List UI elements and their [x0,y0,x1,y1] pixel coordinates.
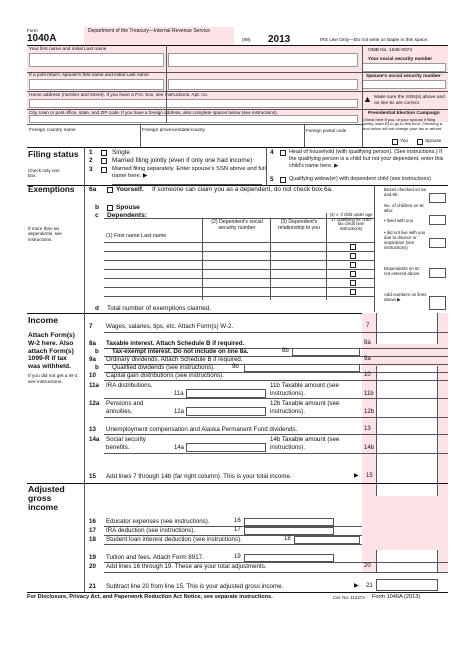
line-19-input[interactable] [244,554,334,562]
line-10-text: Capital gain distributions (see instructions). [106,372,224,379]
line-8b-ref: 8b [282,348,289,354]
line-6d-text: Total number of exemptions claimed. [107,305,212,312]
yourself-checkbox[interactable] [107,187,113,193]
line-18-num: 18 [89,536,96,543]
line-9a-text: Ordinary dividends. Attach Schedule B if required. [106,356,243,363]
line-9a-ref: 9a [364,356,371,362]
line-12b-ref: 12b [364,409,375,415]
footer-notice: For Disclosure, Privacy Act, and Paperwork Reduction Act Notice, see separate instructions. [27,594,273,600]
line-11b-ref: 11b [364,391,374,397]
line-11a-ref: 11a [174,391,184,397]
filing-married-joint-label: Married filing jointly (even if only one had income) [112,157,253,164]
line-11a-input[interactable] [186,389,266,398]
line-7-ref: 7 [366,323,370,329]
attach-w2-note: Attach Form(s) W-2 here. Also attach Form(s) 1099-R if tax was withheld. [28,332,75,371]
spouse-first-name-input[interactable] [29,79,164,90]
foreign-postal-label: Foreign postal code [306,128,347,133]
dep-col-credit-header: (4) ✔ if child under age 17 qualifying for child tax credit (see instructions) [329,212,373,231]
dep-credit-checkbox[interactable] [350,262,356,268]
no-w2-note: If you did not get a W-2, see instructions. [28,374,79,385]
line-19-ref: 19 [234,554,241,560]
line-8a-num: 8a [89,340,96,347]
filing-single-label: Single [112,149,130,156]
dependents-label: Dependents: [107,212,147,219]
spouse-ssn-input[interactable] [362,80,446,89]
first-name-label: Your first name and initial Last name [29,47,107,52]
filing-num-3: 3 [89,166,93,173]
line-10-ref: 10 [364,372,371,378]
foreign-country-label: Foreign country name [29,128,76,133]
city-input[interactable] [29,115,358,123]
line-17-num: 17 [89,527,96,534]
line-14a-num: 14a [89,436,100,443]
pec-spouse-checkbox[interactable] [417,139,423,145]
filing-status-title: Filing status [28,149,79,159]
did-not-live-label: • did not live with you due to divorce or separation (see instructions) [384,230,426,251]
line-21-text: Subtract line 20 from line 15. This is your adjusted gross income. [106,583,284,590]
line-12a-num: 12a [89,400,100,407]
line-12a-input[interactable] [186,407,266,416]
spouse-checkbox[interactable] [107,205,113,211]
line-9b-text: Qualified dividends (see instructions). [112,364,215,371]
line-17-ref: 17 [234,527,241,533]
line-6d-num: d [95,305,99,312]
line-18-text: Student loan interest deduction (see instructions). [106,536,242,543]
line-21-input[interactable] [376,579,438,591]
line-15-num: 15 [89,473,96,480]
line-14a-input[interactable] [186,443,266,452]
line-8a-text: Taxable interest. Attach Schedule B if required. [106,340,245,347]
dep-credit-checkbox[interactable] [350,280,356,286]
boxes-checked-label: Boxes checked on 6a and 6b [384,187,426,198]
add-numbers-label: Add numbers on lines above ▶ [384,292,427,303]
line-8b-num: b [95,348,99,355]
line-14a-text: Social security benefits. [106,436,146,452]
form-number: 1040A [27,33,57,44]
pec-spouse-label: Spouse [425,139,442,144]
dep-credit-checkbox[interactable] [350,244,356,250]
line-18-ref: 18 [284,536,291,542]
line-16-text: Educator expenses (see instructions). [106,518,210,525]
line-6a-label: Yourself. [116,186,144,193]
line-11a-num: 11a [89,382,99,389]
line-9b-num: b [95,364,99,371]
dep-credit-checkbox[interactable] [350,271,356,277]
line-13-text: Unemployment compensation and Alaska Permanent Fund dividends. [106,426,298,433]
line-7-num: 7 [89,323,93,330]
last-name-input[interactable] [168,53,358,67]
head-of-household-checkbox[interactable] [280,150,286,156]
married-joint-checkbox[interactable] [101,158,107,164]
city-label: City, town or post office, state, and ZIP code. If you have a foreign address, also complete spaces below (see instructions). [29,110,278,115]
line-20-num: 20 [89,563,96,570]
line-8a-ref: 8a [364,340,371,346]
dep-credit-checkbox[interactable] [350,253,356,259]
filing-married-separate-label: Married filing separately. Enter spouse's SSN above and full name here. ▶ [112,166,266,180]
spouse-last-name-input[interactable] [168,79,358,90]
filing-num-2: 2 [89,157,93,164]
not-entered-count[interactable] [429,268,446,278]
line-6a-text: If someone can claim you as a dependent, do not check box 6a. [152,186,333,193]
children-count-label: No. of children on 6c who: [384,203,425,214]
filing-num-5: 5 [270,176,274,183]
line-21-ref: 21 [366,583,373,589]
your-ssn-input[interactable] [362,63,446,72]
tax-year: 2013 [268,34,291,45]
line-7-text: Wages, salaries, tips, etc. Attach Form(s) W-2. [106,323,234,330]
boxes-checked-count[interactable] [429,193,446,203]
form-label: Form [27,28,38,33]
line-12a-ref: 12a [174,409,185,415]
line-19-text: Tuition and fees. Attach Form 8917. [106,554,204,561]
line-11b-text: 11b Taxable amount (see instructions). [270,382,339,398]
line-11a-text: IRA distributions. [106,382,153,389]
arrow-up-icon: ▲ [363,94,372,104]
line-9a-num: 9a [89,356,96,363]
line-10-num: 10 [89,372,96,379]
line-12a-text: Pensions and annuities. [106,400,144,416]
line-14a-ref: 14a [174,445,185,451]
pec-you-label: You [400,139,409,144]
dep-col-ssn-header: (2) Dependent's social security number [211,219,263,231]
pec-you-checkbox[interactable] [392,139,398,145]
line-20-ref: 20 [364,563,371,569]
line-16-input[interactable] [244,518,334,526]
footer-form-label: Form 1040A (2013) [372,594,421,600]
dep-col-name-header: (1) First name Last name [106,233,167,239]
line-17-text: IRA deduction (see instructions). [106,527,196,534]
spouse-name-label: If a joint return, spouse's first name and initial Last name [29,73,149,78]
line-16-ref: 16 [234,518,241,524]
filing-widow-label: Qualifying widow(er) with dependent child (see instructions) [289,176,432,182]
pec-title: Presidential Election Campaign [368,111,440,116]
did-not-live-count[interactable] [429,238,446,248]
address-label: Home address (number and street). If you have a P.O. box, see instructions. Apt. no. [29,93,209,98]
agi-title: Adjusted gross income [28,484,65,513]
filing-head-household-label: Head of household (with qualifying person). (See instructions.) If the qualifying person is a child but not your dependent, enter this child's name here. ▶ [289,149,444,170]
line-9b-input[interactable] [244,364,360,372]
line-15-ref: 15 [366,473,373,479]
ssn-note: Make sure the SSN(s) above and on line 6c are correct. [374,95,445,106]
line-6a-num: 6a [89,186,97,193]
line-14b-ref: 14b [364,445,375,451]
married-separate-checkbox[interactable] [101,167,107,173]
single-checkbox[interactable] [101,150,107,156]
filing-num-4: 4 [270,149,274,156]
department-name: Department of the Treasury—Internal Revenue Service [88,28,211,34]
line-15-text: Add lines 7 through 14b (far right column). This is your total income. [106,473,292,480]
line-6b-num: b [95,204,100,211]
total-exemptions-count[interactable] [429,296,446,310]
line-17-input[interactable] [244,527,334,535]
income-title: Income [28,315,59,325]
form-code: (99) [242,38,251,43]
spouse-ssn-label: Spouse's social security number [366,74,441,79]
arrow-right-icon: ▶ [354,473,359,479]
line-16-num: 16 [89,518,96,525]
your-ssn-label: Your social security number [368,57,433,62]
footer-cat-number: Cat. No. 11327A [333,595,366,600]
arrow-right-icon: ▶ [354,583,359,589]
first-name-input[interactable] [29,53,164,67]
filing-status-note: Check only one box. [28,168,60,179]
line-12b-text: 12b Taxable amount (see instructions). [270,400,340,416]
omb-number: OMB No. 1545-0074 [368,48,412,53]
more-dependents-note: If more than six dependents, see instructions. [28,226,62,242]
line-18-input[interactable] [294,536,360,544]
line-13-ref: 13 [364,426,371,432]
line-13-num: 13 [89,426,96,433]
dependents-not-entered-label: Dependents on 6c not entered above [384,266,420,277]
lived-with-you-count[interactable] [429,215,446,225]
line-8b-input[interactable] [292,348,360,356]
line-21-num: 21 [89,583,96,590]
line-20-text: Add lines 16 through 19. These are your total adjustments. [106,563,267,570]
dep-credit-checkbox[interactable] [350,289,356,295]
filing-num-1: 1 [89,149,93,156]
address-input[interactable] [29,99,358,108]
dep-col-relationship-header: (3) Dependent's relationship to you [277,219,321,231]
line-8b-text: Tax-exempt interest. Do not include on line 8a. [112,348,249,355]
exemptions-title: Exemptions [28,185,75,194]
irs-use-only: IRS Use Only—Do not write or staple in this space. [320,38,429,43]
lived-with-you-label: • lived with you [384,218,414,223]
qualifying-widow-checkbox[interactable] [280,177,286,183]
line-19-num: 19 [89,554,96,561]
line-6c-num: c [95,212,99,219]
pec-text: Check here if you, or your spouse if filing jointly, want $3 to go to this fund. Checking a box below will not change your tax or refund. [363,117,443,131]
line-6b-label: Spouse [116,204,140,211]
line-9b-ref: 9b [232,364,239,370]
foreign-province-label: Foreign province/state/county [142,128,205,133]
line-14b-text: 14b Taxable amount (see instructions). [270,436,340,452]
